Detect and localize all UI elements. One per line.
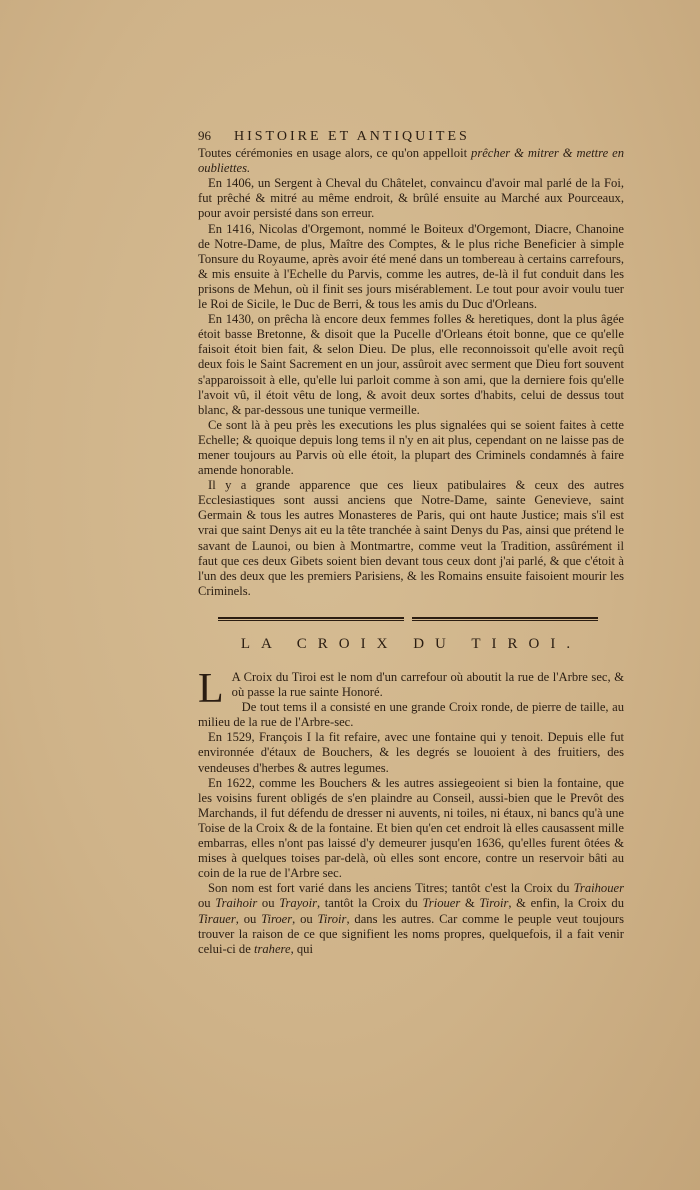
p5-italic-5: Tiroir (479, 896, 509, 911)
divider-rule-left (218, 617, 404, 621)
page-content (198, 128, 624, 957)
divider-rule-right (412, 617, 598, 621)
paragraph-4: En 1430, on prêcha là encore deux femmes folles & heretiques, dont la plus âgée étoit basse Bretonne, & disoit que la Pucelle d'Orleans étoit bonne, que ce qu'elle faisoit étoit bien fait, & selon Dieu. De plus, elle reconnoissoit qu'elle avoit reçû deux fois le Saint Sacrement en un jour, assûroit avec serment que Dieu fort souvent s'apparoissoit à elle, qu'elle lui parloit comme à son ami, que la derniere fois qu'elle l'avoit vû, il étoit vêtu de long, & avoit deux sortes d'habits, celui de dessus tout blanc, & par-dessous une tunique vermeille. (198, 312, 624, 417)
running-title: HISTOIRE ET ANTIQUITES (234, 129, 470, 144)
p5-text-e: & (460, 896, 480, 911)
section2-paragraph-3: En 1529, François I la fit refaire, avec une fontaine qui y tenoit. Depuis elle fut environnée d'étaux de Bouchers, & les degrés se louoient à des fruitiers, des vendeuses d'herbes & autres legumes. (198, 730, 624, 775)
section2-paragraph-4: En 1622, comme les Bouchers & les autres assiegeoient si bien la fontaine, que les voisins furent obligés de s'en plaindre au Conseil, aussi-bien que le Prevôt des Marchands, il fut défendu de dresser ni auvents, ni toiles, ni étaux, ni bancs qu'à une Toise de la Croix & de la fontaine. Et bien qu'en cet endroit là elles causassent mille embarras, elles n'ont pas laissé d'y demeurer jusqu'en 1636, qu'elles furent ôtées & mises à quelques toises par-delà, où elles sont encore, contre un reservoir bâti au coin de la rue de l'Arbre sec. (198, 775, 624, 881)
section-title: LA CROIX DU TIROI. (240, 635, 582, 652)
p5-text-g: , ou (235, 911, 262, 926)
p5-italic-1: Traihouer (573, 881, 624, 896)
paragraph-1 (198, 146, 624, 176)
page-header (198, 128, 624, 144)
p5-italic-2: Traihoir (215, 896, 258, 911)
paragraph-2: En 1406, un Sergent à Cheval du Châtelet, convaincu d'avoir mal parlé de la Foi, fut prêché & mitré au même endroit, & brûlé ensuite au Marché aux Pourceaux, pour avoir persisté dans son erreur. (198, 176, 624, 221)
paragraph-5: Ce sont là à peu près les executions les plus signalées qui se soient faites à cette Echelle; & quoique depuis long tems il n'y en ait plus, cependant on ne laisse pas de mener toujours au Parvis où elle étoit, la plupart des Criminels condamnés à faire amende honorable. (198, 417, 624, 478)
p5-text-f: , & enfin, la Croix du (508, 896, 624, 911)
section2-paragraph-5 (198, 881, 624, 956)
p5-text-j: , dans les autres. Car comme le peuple veut toujours trouver la raison de ce que signifient les noms propres, quelquefois, il a fait venir celui-ci de (198, 911, 624, 956)
p5-text-b: ou (198, 896, 216, 911)
drop-cap: L (198, 666, 224, 712)
section2-paragraph-2: De tout tems il a consisté en une grande Croix ronde, de pierre de taille, au milieu de la rue de l'Arbre-sec. (198, 700, 624, 730)
p5-text-a: Son nom est fort varié dans les anciens Titres; tantôt c'est la Croix du (208, 881, 574, 896)
section-divider (218, 617, 598, 621)
section2-paragraph-1 (198, 666, 624, 712)
section2-paragraph-1-text: A Croix du Tiroi est le nom d'un carrefour où aboutit la rue de l'Arbre sec, & où passe la rue sainte Honoré. (231, 670, 624, 700)
p5-italic-4: Triouer (422, 896, 461, 911)
p5-italic-9: trahere (253, 941, 291, 956)
p5-text-k: , qui (290, 941, 313, 956)
p5-italic-8: Tiroir (317, 911, 347, 926)
page-number: 96 (198, 128, 211, 143)
p5-italic-6: Tirauer (198, 911, 236, 926)
p5-italic-7: Tiroer (261, 911, 293, 926)
paragraph-1-italic: prêcher & mitrer & mettre en oubliettes. (198, 146, 624, 176)
paragraph-6: Il y a grande apparence que ces lieux patibulaires & ceux des autres Ecclesiastiques sont aussi anciens que Notre-Dame, sainte Genevieve, saint Germain & tous les autres Monasteres de Paris, qui ont haute Justice; mais s'il est vrai que saint Denys ait eu la tête tranchée à saint Denys du Pas, ainsi que prétend le savant de Launoi, ou bien à Montmartre, comme veut la Tradition, assûrément il faut que ces deux Gibets soient bien devant tous ceux dont j'ai parlé, & que c'étoit à l'un des deux que les premiers Parisiens, & les Romains ensuite faisoient mourir les Criminels. (198, 478, 624, 598)
paragraph-1-text: Toutes cérémonies en usage alors, ce qu'on appelloit (198, 146, 472, 161)
p5-text-h: , ou (292, 911, 318, 926)
p5-text-d: , tantôt la Croix du (316, 896, 423, 911)
p5-text-c: ou (257, 896, 280, 911)
p5-italic-3: Trayoir (279, 896, 317, 911)
paragraph-3: En 1416, Nicolas d'Orgemont, nommé le Boiteux d'Orgemont, Diacre, Chanoine de Notre-Dame, de plus, Maître des Comptes, & le plus riche Beneficier à simple Tonsure du Royaume, après avoir été mené dans un tombereau à certains carrefours, & mis ensuite à l'Echelle du Parvis, comme les autres, de-là il fut conduit dans les prisons de Mehun, où il finit ses jours misérablement. Le tout pour avoir voulu tuer le Roi de Sicile, le Duc de Berri, & tous les amis du Duc d'Orleans. (198, 221, 624, 312)
